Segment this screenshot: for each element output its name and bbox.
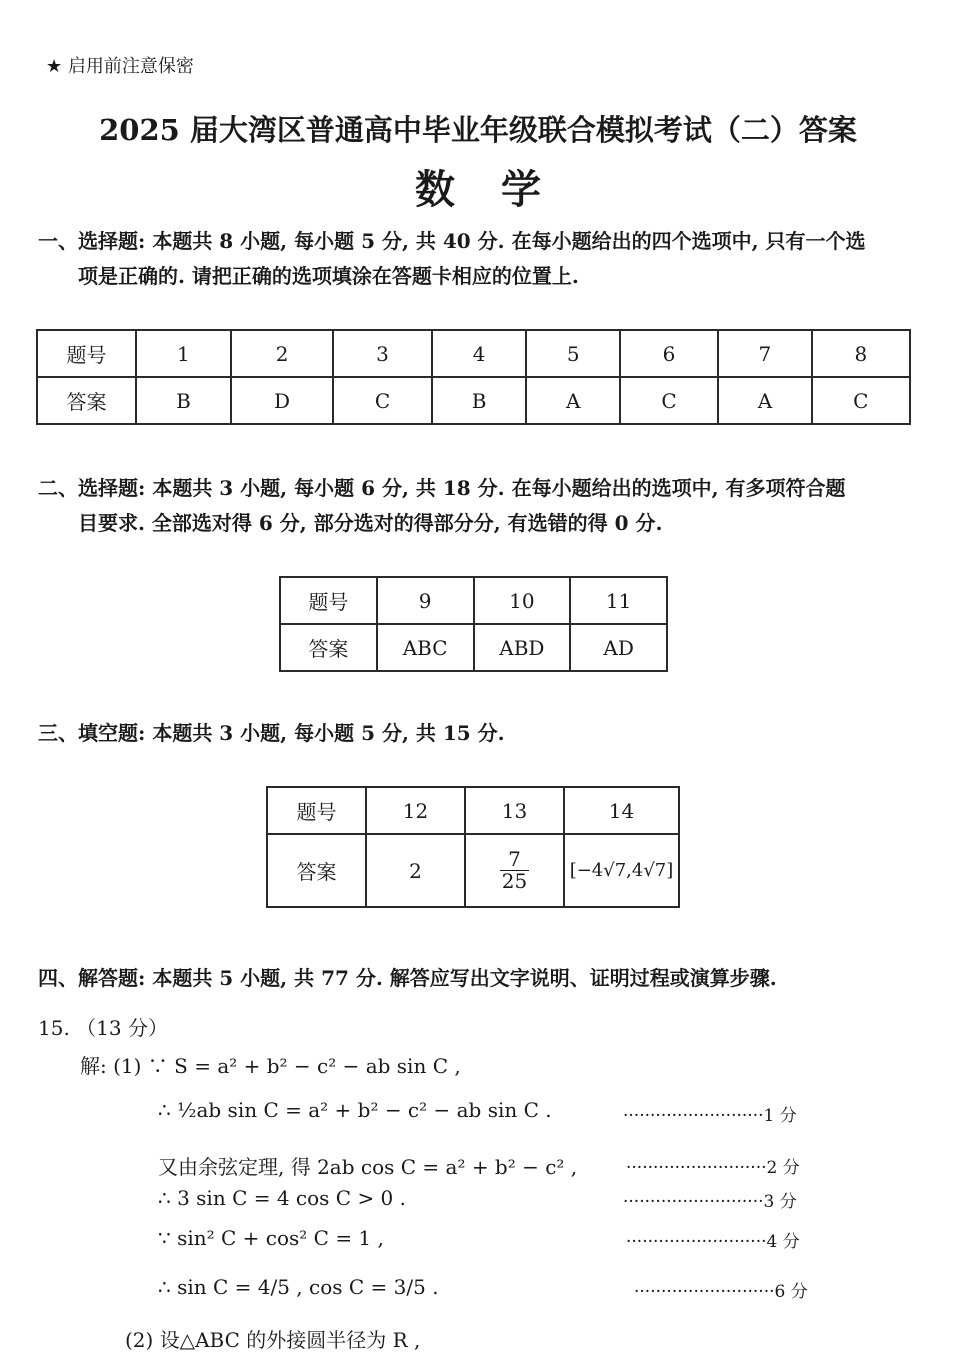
- solution-step: ∴ sin C = 4/5 , cos C = 3/5 .: [158, 1275, 439, 1299]
- table-cell-answer: ABC: [377, 624, 474, 671]
- table-cell-number: 2: [231, 330, 333, 377]
- section4-heading: 四、解答题: 本题共 5 小题, 共 77 分. 解答应写出文字说明、证明过程或演算步骤.: [38, 966, 777, 990]
- exam-title: 2025 届大湾区普通高中毕业年级联合模拟考试（二）答案: [99, 113, 857, 147]
- question-15-label: 15. （13 分）: [38, 1016, 168, 1040]
- score-marker: ··························1 分: [623, 1106, 797, 1126]
- section3-heading: 三、填空题: 本题共 3 小题, 每小题 5 分, 共 15 分.: [38, 721, 505, 745]
- table-cell-number: 12: [366, 787, 465, 834]
- table-cell-answer: [465, 834, 564, 907]
- table-cell-number: 8: [812, 330, 910, 377]
- solution-step: ∵ sin² C + cos² C = 1 ,: [158, 1226, 384, 1250]
- subject-title: 数学: [415, 166, 587, 213]
- table-cell-answer: AD: [570, 624, 667, 671]
- table-cell-answer: A: [718, 377, 811, 424]
- table-cell-number: 6: [620, 330, 718, 377]
- table-cell-answer: B: [136, 377, 231, 424]
- confidential-note: ★ 启用前注意保密: [46, 56, 194, 77]
- section1-line2: 项是正确的. 请把正确的选项填涂在答题卡相应的位置上.: [78, 264, 579, 288]
- score-marker: ··························6 分: [634, 1282, 808, 1302]
- solution-step: 又由余弦定理, 得 2ab cos C = a² + b² − c² ,: [158, 1155, 578, 1179]
- table-cell-answer: C: [333, 377, 431, 424]
- table-cell-number: 10: [474, 577, 571, 624]
- table-header-label: 题号: [280, 577, 377, 624]
- table-answer-label: 答案: [280, 624, 377, 671]
- section1-line1: 一、选择题: 本题共 8 小题, 每小题 5 分, 共 40 分. 在每小题给出的四个选项中, 只有一个选: [38, 229, 866, 253]
- section2-line1: 二、选择题: 本题共 3 小题, 每小题 6 分, 共 18 分. 在每小题给出的选项中, 有多项符合题: [38, 476, 846, 500]
- table-cell-number: 14: [564, 787, 679, 834]
- section2-heading: [38, 471, 918, 541]
- table-header-label: 题号: [267, 787, 366, 834]
- solution-step: ∴ 3 sin C = 4 cos C > 0 .: [158, 1186, 406, 1210]
- score-marker: ··························2 分: [626, 1158, 800, 1178]
- fraction: [500, 849, 529, 892]
- table-cell-answer: C: [812, 377, 910, 424]
- table-cell-answer: ABD: [474, 624, 571, 671]
- table-cell-number: 11: [570, 577, 667, 624]
- table-cell-answer: C: [620, 377, 718, 424]
- solution-step: (2) 设△ABC 的外接圆半径为 R ,: [125, 1328, 421, 1352]
- table-cell-number: 1: [136, 330, 231, 377]
- table-cell-number: 5: [526, 330, 619, 377]
- table-cell-number: 13: [465, 787, 564, 834]
- section2-table: [279, 576, 668, 672]
- fraction-numerator: 7: [500, 849, 529, 871]
- section2-line2: 目要求. 全部选对得 6 分, 部分选对的得部分分, 有选错的得 0 分.: [78, 511, 663, 535]
- section1-table: [36, 329, 911, 425]
- table-cell-number: 4: [432, 330, 527, 377]
- table-cell-answer: [−4√7,4√7]: [564, 834, 679, 907]
- table-cell-number: 9: [377, 577, 474, 624]
- section3-table: [266, 786, 680, 908]
- table-cell-answer: 2: [366, 834, 465, 907]
- solution-step: ∴ ½ab sin C = a² + b² − c² − ab sin C .: [158, 1098, 552, 1122]
- table-header-label: 题号: [37, 330, 136, 377]
- fraction-denominator: 25: [501, 869, 528, 893]
- solution-step: 解: (1) ∵ S = a² + b² − c² − ab sin C ,: [80, 1054, 461, 1078]
- table-answer-label: 答案: [267, 834, 366, 907]
- table-cell-number: 3: [333, 330, 431, 377]
- score-marker: ··························3 分: [623, 1192, 797, 1212]
- table-cell-answer: A: [526, 377, 619, 424]
- table-answer-label: 答案: [37, 377, 136, 424]
- table-cell-answer: B: [432, 377, 527, 424]
- table-cell-number: 7: [718, 330, 811, 377]
- score-marker: ··························4 分: [626, 1232, 800, 1252]
- section1-heading: [38, 224, 918, 294]
- table-cell-answer: D: [231, 377, 333, 424]
